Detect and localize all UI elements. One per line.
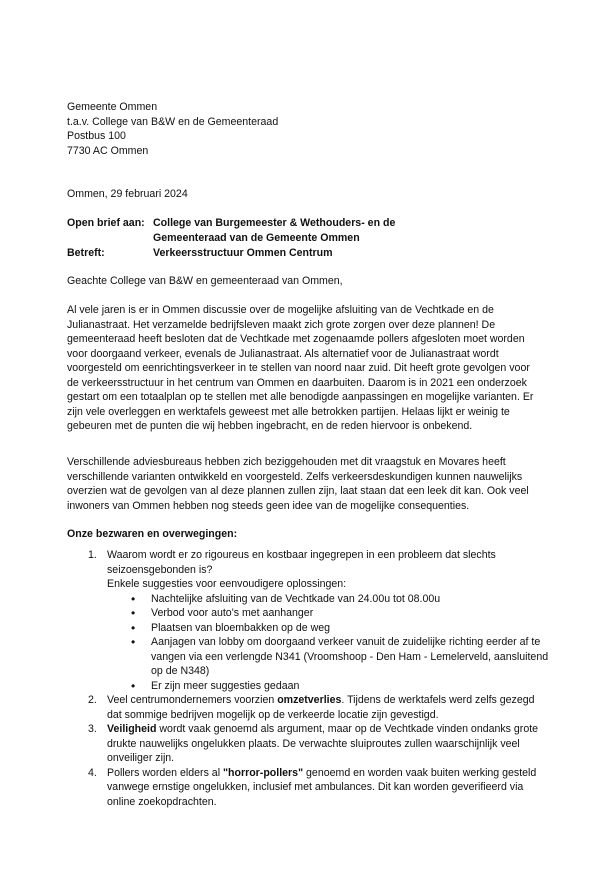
open-letter-recipient: College van Burgemeester & Wethouders- en de (153, 217, 396, 229)
paragraph-line: verschillende varianten ontwikkeld en voorgesteld. Zelfs verkeersdeskundigen kunnen nauwelijks (67, 470, 523, 483)
suggestion-text: Plaatsen van bloembakken op de weg (151, 621, 331, 634)
objections-heading: Onze bezwaren en overwegingen: (67, 528, 238, 540)
item-number: 1. (88, 549, 97, 561)
suggestion-item (131, 592, 558, 607)
item-text-part: Veel centrumondernemers voorzien (107, 694, 278, 706)
paragraph-line: voor doorgaand verkeer, evenals de Julianastraat. Als alternatief voor de Julianastraat wordt (67, 347, 499, 360)
item-text: vanwege ernstige ongelukken, inclusief met ambulances. Dit kan worden geverifieerd via (107, 781, 524, 793)
item-text-part: genoemd en worden vaak buiten werking gesteld (303, 766, 537, 779)
paragraph-intro (67, 303, 537, 434)
item-emphasis: omzetverlies (277, 694, 342, 706)
bullet-icon: • (131, 591, 136, 606)
item-text: online zoekopdrachten. (107, 795, 217, 808)
item-text: seizoensgebonden is? (107, 563, 213, 576)
item-text (107, 722, 558, 737)
open-letter-recipient-cont: Gemeenteraad van de Gemeente Ommen (153, 232, 360, 244)
suggestion-item (131, 635, 558, 679)
suggestion-text: Verbod voor auto's met aanhanger (151, 607, 314, 619)
objection-item-3 (88, 722, 558, 766)
bullet-icon: • (131, 620, 136, 635)
bullet-icon: • (131, 678, 136, 693)
paragraph-line: Verschillende adviesbureaus hebben zich beziggehouden met dit vraagstuk en Movares heeft (67, 456, 506, 468)
item-text: onveiliger zijn. (107, 752, 175, 764)
paragraph-line: overzien wat de gevolgen van al deze plannen zullen zijn, laat staan dat een leek dit kan. Ook veel (67, 485, 529, 497)
suggestions-list (131, 592, 558, 694)
item-text-part: . Tijdens de werktafels werd zelfs gezegd (341, 694, 535, 706)
paragraph-line: gebeuren met de punten die wij hebben ingebracht, en de reden hiervoor is onbekend. (67, 420, 473, 432)
objection-item-2 (88, 693, 558, 722)
item-text (107, 766, 558, 781)
paragraph-line: voorgesteld om eenrichtingsverkeer in te stellen van noord naar zuid. Dit heeft grote gevolgen voor (67, 362, 530, 374)
suggestion-text: Aanjagen van lobby om doorgaand verkeer vanuit de zuidelijke richting eerder af te (151, 636, 541, 648)
bullet-icon: • (131, 635, 136, 649)
letter-date: Ommen, 29 februari 2024 (67, 188, 188, 200)
address-line: Gemeente Ommen (67, 101, 158, 113)
address-line: 7730 AC Ommen (67, 144, 149, 157)
letter-meta (67, 216, 395, 261)
suggestion-item (131, 606, 558, 621)
suggestion-text: Er zijn meer suggesties gedaan (151, 679, 300, 692)
paragraph-line: de verkeersstructuur in het centrum van Ommen en daarbuiten. Daarom is in 2021 een onderzoek (67, 376, 527, 389)
address-line: t.a.v. College van B&W en de Gemeenteraad (67, 115, 279, 128)
paragraph-advisors (67, 455, 537, 513)
subject-label: Betreft: (67, 247, 105, 259)
item-number: 3. (88, 723, 97, 735)
item-emphasis: "horror-pollers" (223, 766, 304, 779)
bullet-icon: • (131, 606, 136, 620)
suggestion-text: op de N348) (151, 665, 210, 677)
suggestion-text: Nachtelijke afsluiting van de Vechtkade van 24.00u tot 08.00u (151, 592, 441, 605)
paragraph-line: Al vele jaren is er in Ommen discussie over de mogelijke afsluiting van de Vechtkade en de (67, 304, 494, 316)
suggestion-text: vangen via een verlengde N341 (Vroomshoop - Den Ham - Lemelerveld, aansluitend (151, 650, 549, 663)
recipient-address (67, 100, 278, 158)
suggestion-item (131, 679, 558, 694)
item-text (107, 693, 558, 708)
objections-list (88, 548, 558, 809)
item-text: drukte nauwelijks ongelukken plaats. De verwachte sluiproutes zullen waarschijnlijk veel (107, 737, 520, 750)
item-number: 2. (88, 694, 97, 706)
item-text: Waarom wordt er zo rigoureus en kostbaar ingegrepen in een probleem dat slechts (107, 549, 496, 561)
paragraph-line: gestart om een totaalplan op te stellen met alle benodigde aanpassingen en mogelijke varianten. Er (67, 391, 534, 403)
paragraph-line: inwoners van Ommen hebben nog steeds geen idee van de mogelijke consequenties. (67, 499, 470, 512)
objection-item-1 (88, 548, 558, 693)
objection-item-4 (88, 766, 558, 810)
paragraph-line: Julianastraat. Het verzamelde bedrijfsleven maakt zich grote zorgen over deze plannen! De (67, 318, 496, 331)
suggestion-item (131, 621, 558, 636)
item-text-part: Pollers worden elders al (107, 766, 223, 779)
subject-value: Verkeersstructuur Ommen Centrum (153, 247, 333, 259)
item-text: dat sommige bedrijven mogelijk op de verkeerde locatie zijn gevestigd. (107, 708, 439, 721)
item-text-part: wordt vaak genoemd als argument, maar op de Vechtkade vinden ondanks grote (156, 723, 539, 735)
item-number: 4. (88, 766, 97, 779)
address-line: Postbus 100 (67, 130, 126, 142)
paragraph-line: gemeenteraad heeft besloten dat de Vechtkade met zogenaamde pollers afgesloten moet worden (67, 333, 525, 345)
item-text: Enkele suggesties voor eenvoudigere oplossingen: (107, 578, 347, 590)
item-emphasis: Veiligheid (107, 723, 157, 735)
salutation: Geachte College van B&W en gemeenteraad van Ommen, (67, 275, 343, 287)
open-letter-label: Open brief aan: (67, 217, 145, 229)
paragraph-line: zijn vele overleggen en werktafels geweest met alle betrokken partijen. Helaas lijkt er weinig te (67, 405, 510, 418)
